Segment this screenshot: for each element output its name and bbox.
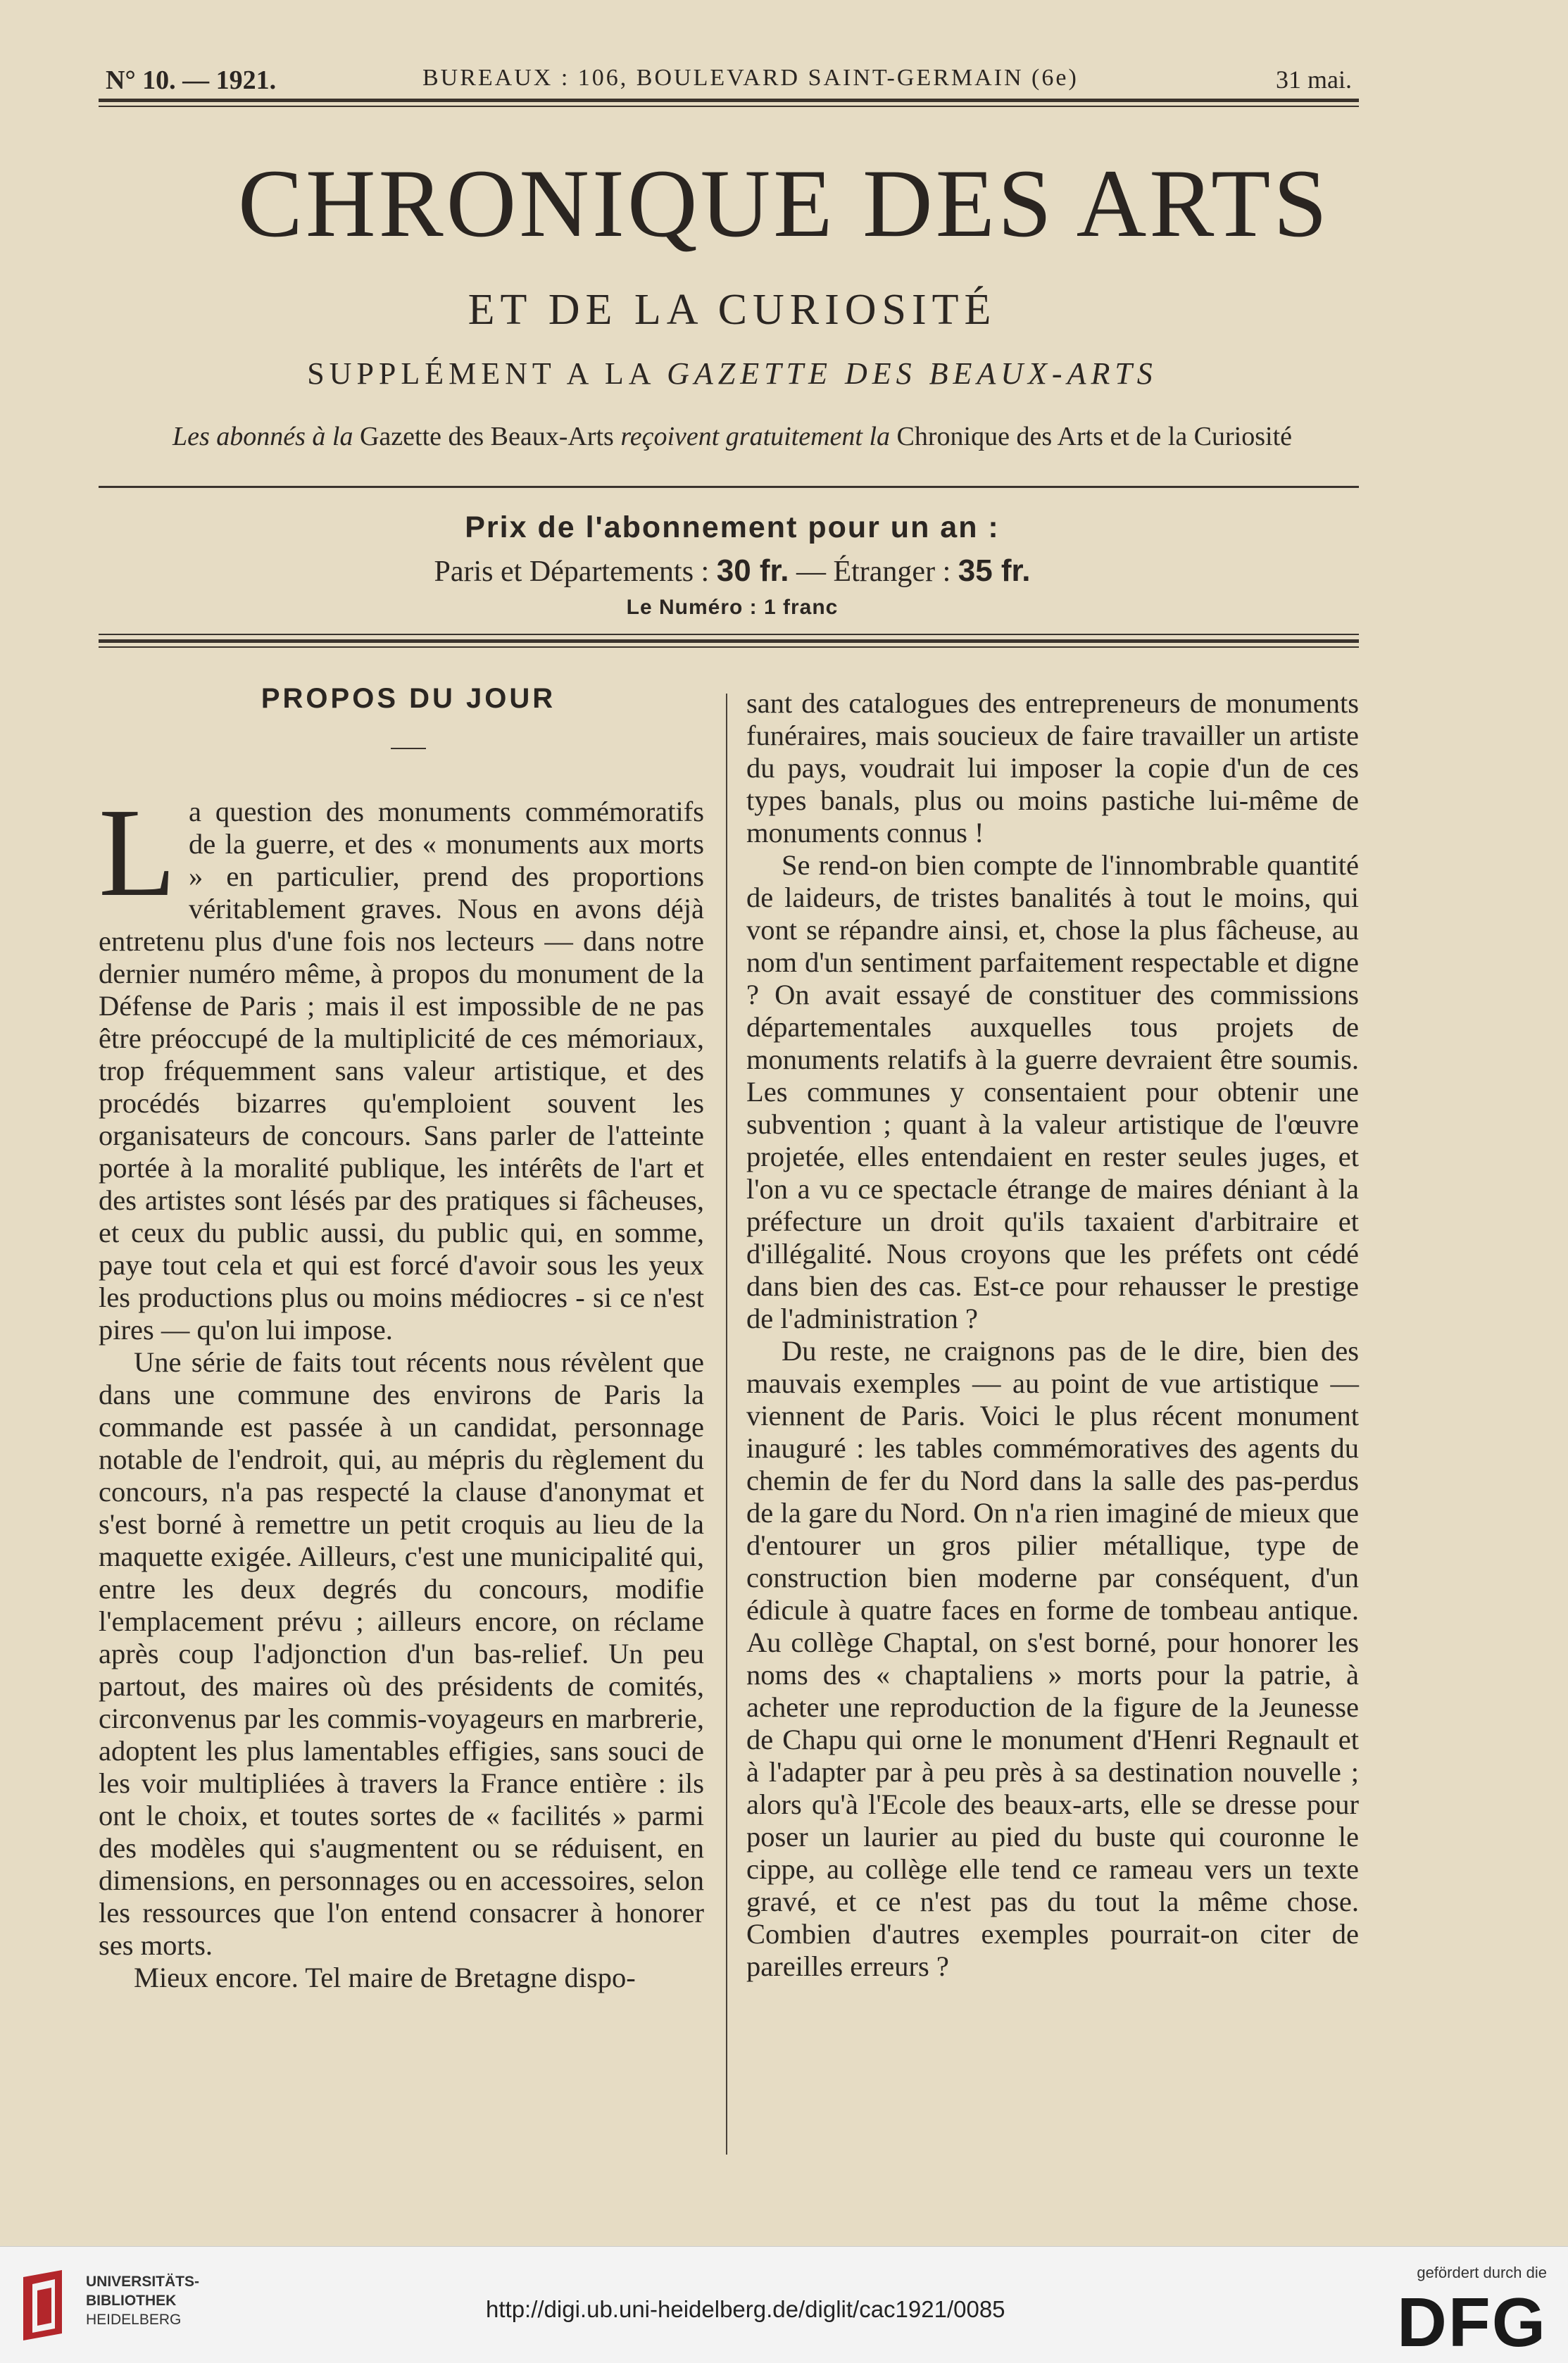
- price-etranger-value: 35 fr.: [958, 553, 1031, 588]
- uni-line-2: BIBLIOTHEK: [86, 2293, 177, 2309]
- column-divider: [726, 694, 727, 2155]
- bureaux-address: BUREAUX : 106, BOULEVARD SAINT-GERMAIN (6e): [422, 65, 1079, 91]
- price-rule-thin-2: [99, 646, 1359, 648]
- digitization-footer: [0, 2246, 1568, 2363]
- issue-number: N° 10. — 1921.: [106, 65, 277, 95]
- supplement-prefix: SUPPLÉMENT A LA: [307, 356, 667, 391]
- price-separator: —: [789, 556, 834, 588]
- price-rule-thin: [99, 634, 1359, 635]
- paragraph-text: a question des monuments commémoratifs de la guerre, et des « monuments aux morts » en particulier, prend des proportions véritablement graves. Nous en avons déjà entretenu plus d'une fois nos lecteurs — dans notre dernier numéro même, à propos du monument de la Défense de Paris ; mais il est impossible de ne pas être préoccupé de la multiplicité de ces mémoriaux, trop fréquemment sans valeur artistique, et des procédés bizarres qu'emploient souvent les organisateurs de concours. Sans parler de l'atteinte portée à la moralité publique, les intérêts de l'art et des artistes sont lésés par des pratiques si fâcheuses, et ceux du public aussi, du public qui, en somme, paye tout cela et qui est forcé d'avoir sous les yeux les productions plus ou moins médiocres - si ce n'est pires — qu'on lui impose.: [99, 796, 704, 1346]
- university-library-logo-icon: [20, 2267, 76, 2344]
- price-paris-value: 30 fr.: [716, 553, 789, 588]
- dfg-logo: DFG: [1397, 2283, 1547, 2361]
- masthead-rule: [99, 486, 1359, 488]
- paragraph: Du reste, ne craignons pas de le dire, bien des mauvais exemples — au point de vue artistique — viennent de Paris. Voici le plus récent monument inauguré : les tables commémoratives des agents du chemin de fer du Nord dans la salle des pas-perdus de la gare du Nord. On n'a rien imaginé de mieux que d'entourer un gros pilier métallique, type de construction bien moderne par conséquent, d'un édicule à quatre faces en forme de tombeau antique. Au collège Chaptal, on s'est borné, pour honorer les noms des « chaptaliens » morts pour la patrie, à acheter une reproduction de la figure de la Jeunesse de Chapu qui orne le monument d'Henri Regnault et à l'adapter par à peu près à sa destination nouvelle ; alors qu'à l'Ecole des beaux-arts, elle se dresse pour poser un laurier au pied du buste qui couronne le cippe, au collège elle tend ce rameau vers un texte gravé, et ce n'est pas du tout la même chose. Combien d'autres exemples pourrait-on citer de pareilles erreurs ?: [746, 1335, 1359, 1982]
- masthead-subtitle: ET DE LA CURIOSITÉ: [468, 286, 997, 334]
- price-line: [0, 553, 1464, 589]
- paragraph: [99, 782, 704, 1346]
- notice-part-2: Gazette des Beaux-Arts: [359, 422, 621, 451]
- header-rule-thick: [99, 99, 1359, 102]
- paragraph: Mieux encore. Tel maire de Bretagne dispo-: [134, 1962, 636, 1993]
- price-title: Prix de l'abonnement pour un an :: [465, 510, 1000, 544]
- paragraph: Une série de faits tout récents nous révèlent que dans une commune des environs de Paris la commande est passée à un candidat, personnage notable de l'endroit, qui, au mépris du règlement du concours, n'a pas respecté la clause d'anonymat et s'est borné à remettre un petit croquis au lieu de la maquette exigée. Ailleurs, c'est une municipalité qui, entre les deux degrés du concours, modifie l'emplacement prévu ; ailleurs encore, on réclame après coup l'adjonction d'un bas-relief. Un peu partout, des maires où des présidents de comités, circonvenus par les commis-voyageurs en marbrerie, adoptent les plus lamentables effigies, sans souci de les voir multipliées à travers la France entière : ils ont le choix, et toutes sortes de « facilités » parmi des modèles qui s'augmentent ou se réduisent, en dimensions, en personnages ou en accessoires, selon les ressources que l'on entend consacrer à honorer ses morts.: [99, 1346, 704, 1961]
- drop-cap: L: [99, 782, 176, 922]
- supplement-journal: GAZETTE DES BEAUX-ARTS: [667, 356, 1158, 391]
- paragraph: sant des catalogues des entrepreneurs de monuments funéraires, mais soucieux de faire travailler un artiste du pays, voudrait lui imposer la copie d'un de ces types banals, plus ou moins pastiche lui-même de monuments connus !: [746, 687, 1359, 848]
- uni-line-1: UNIVERSITÄTS-: [86, 2274, 200, 2290]
- supplement-line: [0, 356, 1464, 391]
- issue-header: [99, 58, 1359, 100]
- university-library-name: [86, 2272, 199, 2329]
- masthead-title: CHRONIQUE DES ARTS: [237, 149, 1331, 257]
- price-paris-label: Paris et Départements :: [434, 556, 717, 588]
- notice-part-3: reçoivent gratuitement la: [620, 422, 897, 451]
- column-left: [99, 782, 704, 1994]
- price-rule-thick: [99, 639, 1359, 643]
- uni-line-3: HEIDELBERG: [86, 2312, 182, 2328]
- paragraph: Se rend-on bien compte de l'innombrable quantité de laideurs, de tristes banalités à tout le moins, qui vont se répandre ainsi, et, chose la plus fâcheuse, au nom d'un sentiment parfaitement respectable et digne ? On avait essayé de constituer des commissions départementales auxquelles tous projets de monuments relatifs à la guerre devraient être soumis. Les communes y consentaient pour obtenir une subvention ; quant à la valeur artistique de l'œuvre projetée, elles entendaient en rester seules juges, et l'on a vu ce spectacle étrange de maires déniant à la préfecture un droit qu'ils taxaient d'arbitraire et d'illégalité. Nous croyons que les préfets ont cédé dans bien des cas. Est-ce pour rehausser le prestige de l'administration ?: [746, 849, 1359, 1334]
- price-per-issue: Le Numéro : 1 franc: [626, 596, 839, 619]
- title-dash: [391, 748, 426, 749]
- notice-part-4: Chronique des Arts et de la Curiosité: [896, 422, 1293, 451]
- price-etranger-label: Étranger :: [833, 556, 958, 588]
- article-title: PROPOS DU JOUR: [261, 683, 556, 714]
- permalink-url[interactable]: http://digi.ub.uni-heidelberg.de/diglit/cac1921/0085: [486, 2296, 1005, 2322]
- subscriber-notice: [0, 421, 1464, 452]
- issue-date: 31 mai.: [1276, 65, 1352, 94]
- header-rule-thin: [99, 106, 1359, 107]
- column-right: [746, 687, 1359, 1983]
- notice-part-1: Les abonnés à la: [172, 422, 360, 451]
- subscription-price: [0, 510, 1464, 620]
- funding-caption: gefördert durch die: [1417, 2264, 1547, 2281]
